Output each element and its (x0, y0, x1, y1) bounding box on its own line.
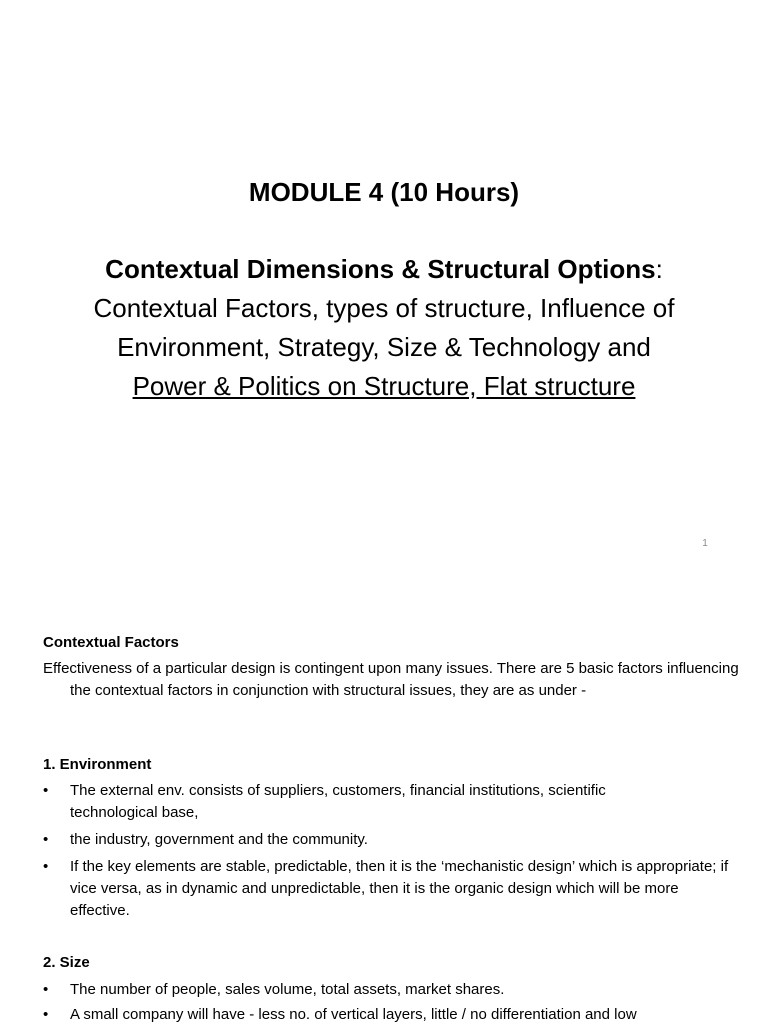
bullet-icon: • (43, 782, 49, 799)
slide-heading (40, 250, 728, 406)
bullet-icon: • (43, 858, 49, 875)
bullet-icon: • (43, 1006, 49, 1023)
list-item (43, 780, 683, 824)
bullet-text: If the key elements are stable, predictable, then it is the ‘mechanistic design’ which is appropriate; if vice versa, as in dynamic and unpredictable, then it is the organic design which will be more effective. (70, 858, 729, 919)
list-item (43, 856, 733, 922)
bullet-icon: • (43, 831, 49, 848)
list-item (43, 979, 733, 1001)
slide-2 (0, 576, 768, 1024)
list-item (43, 829, 733, 851)
page-number: 1 (702, 538, 708, 549)
heading-bold: Contextual Dimensions & Structural Options (105, 254, 656, 284)
intro-paragraph: Effectiveness of a particular design is contingent upon many issues. There are 5 basic factors influencing the contextual factors in conjunction with structural issues, they are as under - (43, 660, 739, 699)
module-title: MODULE 4 (10 Hours) (248, 177, 520, 207)
bullet-icon: • (43, 981, 49, 998)
environment-title: 1. Environment (43, 756, 152, 773)
bullet-text: the industry, government and the community. (70, 831, 368, 848)
bullet-text: The number of people, sales volume, total assets, market shares. (70, 981, 505, 998)
size-title: 2. Size (43, 954, 90, 971)
bullet-text: The external env. consists of suppliers, customers, financial institutions, scientific technological base, (70, 782, 606, 821)
section-title: Contextual Factors (43, 634, 179, 651)
topics-underlined: Power & Politics on Structure, Flat structure (132, 371, 636, 401)
bullet-text: A small company will have - less no. of vertical layers, little / no differentiation and low (70, 1006, 637, 1023)
topics-text: Contextual Factors, types of structure, Influence of Environment, Strategy, Size & Technology and (93, 293, 675, 362)
list-item (43, 1004, 733, 1026)
heading-colon: : (655, 254, 663, 284)
